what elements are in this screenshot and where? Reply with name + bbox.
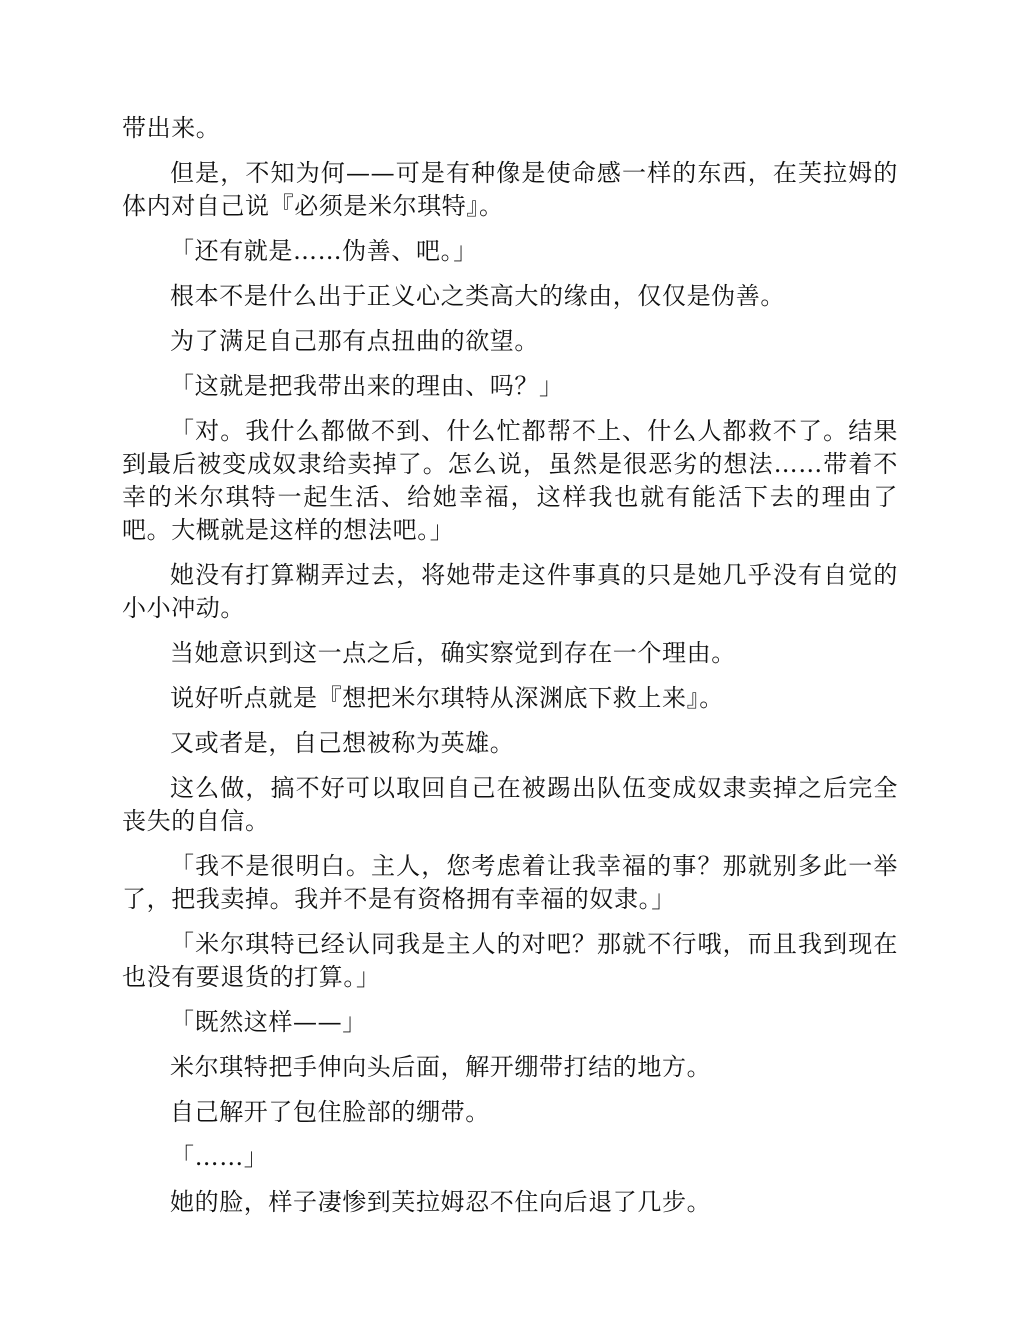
paragraph: 为了满足自己那有点扭曲的欲望。 [170,327,539,355]
paragraph-continuation: 带出来。 [122,114,221,142]
document-page [122,112,898,1231]
dialogue-paragraph: 「对。我什么都做不到、什么忙都帮不上、什么人都救不了。结果到最后被变成奴隶给卖掉了。怎么说，虽然是很恶劣的想法……带着不幸的米尔琪特一起生活、给她幸福，这样我也就有能活下去的理由了吧。大概就是这样的想法吧。」 [122,417,898,544]
paragraph: 自己解开了包住脸部的绷带。 [170,1098,490,1126]
dialogue-paragraph: 「还有就是……伪善、吧。」 [170,237,478,265]
paragraph: 当她意识到这一点之后，确实察觉到存在一个理由。 [170,639,736,667]
paragraph: 这么做，搞不好可以取回自己在被踢出队伍变成奴隶卖掉之后完全丧失的自信。 [122,774,898,835]
paragraph: 根本不是什么出于正义心之类高大的缘由，仅仅是伪善。 [170,282,785,310]
paragraph: 米尔琪特把手伸向头后面，解开绷带打结的地方。 [170,1053,712,1081]
dialogue-paragraph: 「……」 [170,1143,269,1171]
dialogue-paragraph: 「米尔琪特已经认同我是主人的对吧？那就不行哦，而且我到现在也没有要退货的打算。」 [122,930,898,991]
dialogue-paragraph: 「我不是很明白。主人，您考虑着让我幸福的事？那就别多此一举了，把我卖掉。我并不是有资格拥有幸福的奴隶。」 [122,852,898,913]
paragraph: 但是，不知为何——可是有种像是使命感一样的东西，在芙拉姆的体内对自己说『必须是米尔琪特』。 [122,159,898,220]
paragraph: 说好听点就是『想把米尔琪特从深渊底下救上来』。 [170,684,724,712]
dialogue-paragraph: 「这就是把我带出来的理由、吗？」 [170,372,564,400]
paragraph: 她没有打算糊弄过去，将她带走这件事真的只是她几乎没有自觉的小小冲动。 [122,561,898,622]
dialogue-paragraph: 「既然这样——」 [170,1008,367,1036]
paragraph: 她的脸，样子凄惨到芙拉姆忍不住向后退了几步。 [170,1188,712,1216]
paragraph: 又或者是，自己想被称为英雄。 [170,729,515,757]
